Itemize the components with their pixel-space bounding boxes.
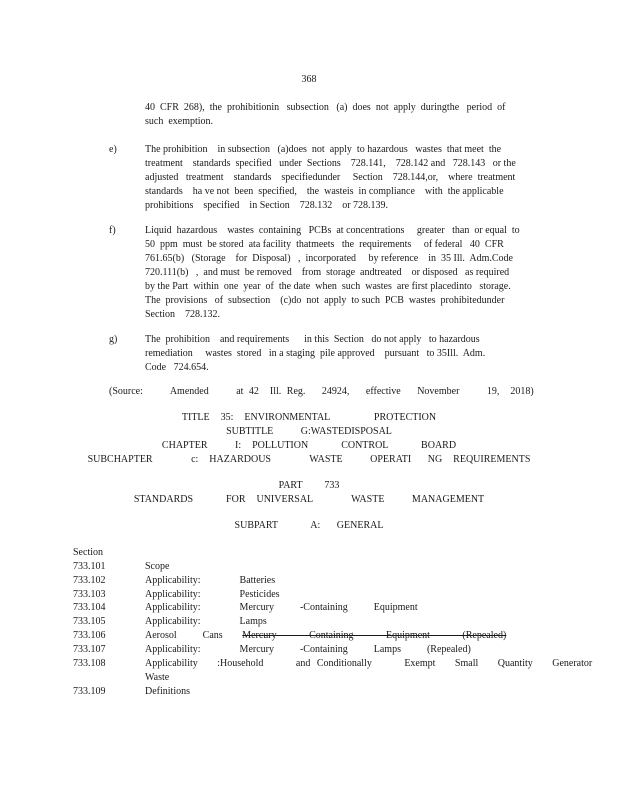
- toc-number: 733.103: [73, 589, 106, 600]
- text-line: 50 ppm must be stored ata facility thatmeets the requirements of federal 40 CFR: [145, 239, 504, 250]
- text-line: such exemption.: [145, 116, 214, 127]
- paragraph-e: [145, 143, 535, 213]
- text-line: 40 CFR 268), the prohibitionin subsection (a) does not apply duringthe period of: [145, 102, 506, 113]
- subtitle-heading: SUBTITLE G:WASTEDISPOSAL: [226, 426, 392, 437]
- toc-number: 733.102: [73, 575, 106, 586]
- toc-number: 733.108: [73, 658, 106, 669]
- toc-title-text: Aerosol Cans: [145, 630, 223, 641]
- text-line: by the Part within one year of the date when such wastes are first placedinto storage.: [145, 281, 511, 292]
- page-number: 368: [301, 74, 317, 85]
- toc-title: [145, 629, 506, 643]
- text-line: Liquid hazardous wastes containing PCBs at concentrations greater than or equal to: [145, 225, 520, 236]
- toc-number: 733.107: [73, 644, 106, 655]
- toc-number: 733.101: [73, 561, 106, 572]
- text-line: 720.111(b) , and must be removed from storage andtreated or disposed as required: [145, 267, 510, 278]
- subchapter-heading: SUBCHAPTER c: HAZARDOUS WASTE OPERATI NG REQUIREMENTS: [87, 454, 531, 465]
- text-line: The prohibition and requirements in this Section do not apply to hazardous: [145, 334, 480, 345]
- subpart-heading: SUBPART A: GENERAL: [234, 520, 384, 531]
- text-line: standards ha ve not been specified, the wasteis in compliance with the applicable: [145, 186, 504, 197]
- paragraph-f: [145, 224, 535, 322]
- toc-title: Applicability: Lamps: [145, 616, 267, 627]
- toc-title: Definitions: [145, 686, 190, 697]
- toc-title: Applicability: Mercury -Containing Lamps (Repealed): [145, 644, 471, 655]
- text-line: prohibitions specified in Section 728.132 or 728.139.: [145, 200, 389, 211]
- toc-section-label: Section: [73, 547, 103, 558]
- toc-number: 733.106: [73, 630, 106, 641]
- text-line: remediation wastes stored in a staging pile approved pursuant to 35Ill. Adm.: [145, 348, 486, 359]
- text-line: adjusted treatment standards specifiedunder Section 728.144,or, where treatment: [145, 172, 516, 183]
- text-line: Code 724.654.: [145, 362, 209, 373]
- toc-struck-text: Mercury Containing Equipment (Repealed): [242, 630, 507, 641]
- title-heading: TITLE 35: ENVIRONMENTAL PROTECTION: [181, 412, 437, 423]
- toc-title: Scope: [145, 561, 170, 572]
- part-title-heading: STANDARDS FOR UNIVERSAL WASTE MANAGEMENT: [133, 494, 485, 505]
- paragraph-marker-e: e): [109, 144, 117, 155]
- text-line: 761.65(b) (Storage for Disposal) , incorporated by reference in 35 Ill. Adm.Code: [145, 253, 513, 264]
- toc-title-text: Applicability :Household and Conditionally Exempt Small Quantity Generator: [145, 658, 593, 669]
- text-line: treatment standards specified under Sections 728.141, 728.142 and 728.143 or the: [145, 158, 516, 169]
- toc-title: [145, 657, 592, 685]
- toc-title: Applicability: Batteries: [145, 575, 276, 586]
- toc-title-continuation: Waste: [145, 672, 170, 683]
- toc-number: 733.109: [73, 686, 106, 697]
- toc-number: 733.105: [73, 616, 106, 627]
- toc-title: Applicability: Mercury -Containing Equipment: [145, 602, 418, 613]
- paragraph-g: [145, 333, 535, 375]
- toc-number: 733.104: [73, 602, 106, 613]
- continuation-paragraph: [145, 101, 535, 129]
- text-line: The prohibition in subsection (a)does not apply to hazardous wastes that meet the: [145, 144, 502, 155]
- chapter-heading: CHAPTER I: POLLUTION CONTROL BOARD: [161, 440, 457, 451]
- part-heading: PART 733: [278, 480, 340, 491]
- toc-title: Applicability: Pesticides: [145, 589, 280, 600]
- text-line: Section 728.132.: [145, 309, 220, 320]
- text-line: The provisions of subsection (c)do not apply to such PCB wastes prohibitedunder: [145, 295, 505, 306]
- paragraph-marker-g: g): [109, 334, 118, 345]
- source-note: (Source: Amended at 42 Ill. Reg. 24924, effective November 19, 2018): [109, 386, 534, 397]
- paragraph-marker-f: f): [109, 225, 116, 236]
